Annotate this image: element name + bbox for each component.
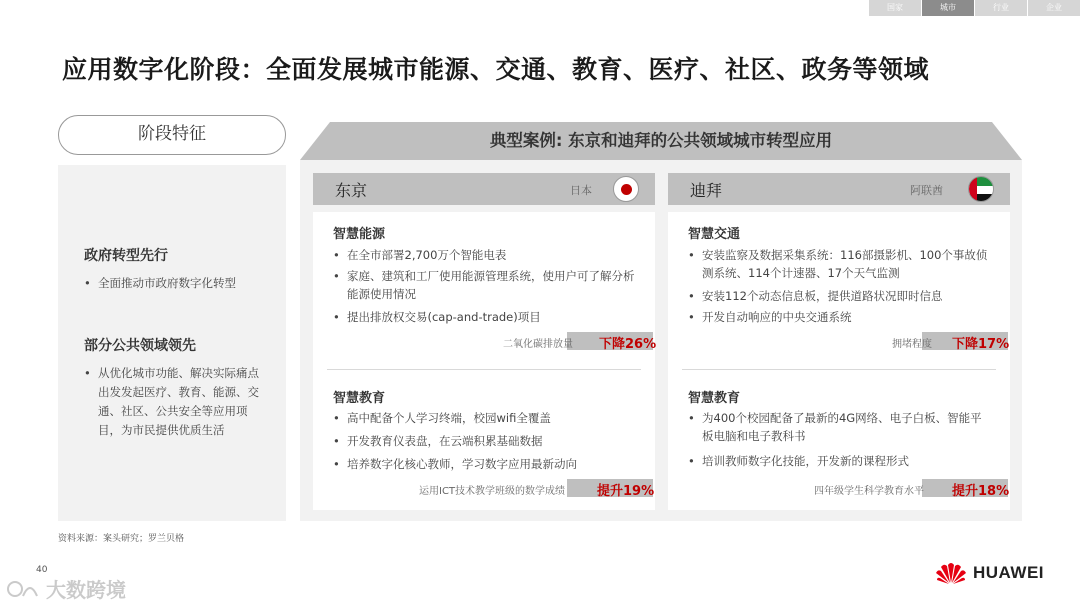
- public-domain-heading: 部分公共领域领先: [84, 338, 196, 354]
- divider: [682, 369, 996, 370]
- city-name-dubai: 迪拜: [690, 181, 723, 200]
- watermark-logo-icon: [6, 576, 46, 602]
- page-title: 应用数字化阶段：全面发展城市能源、交通、教育、医疗、社区、政务等领域: [62, 55, 930, 84]
- list-item: • 在全市部署2,700万个智能电表: [333, 246, 638, 264]
- huawei-logo-icon: [935, 561, 967, 585]
- list-item: • 安装112个动态信息板，提供道路状况即时信息: [688, 287, 993, 305]
- list-item: • 家庭、建筑和工厂使用能源管理系统，使用户可了解分析能源使用情况: [333, 267, 638, 303]
- list-item: • 培训教师数字化技能，开发新的课程形式: [688, 452, 993, 470]
- watermark-text: 大数跨境: [46, 578, 126, 602]
- tab-industry[interactable]: 行业: [975, 0, 1027, 16]
- page-number: 40: [36, 565, 48, 575]
- metric-label-co2: 二氧化碳排放量: [503, 339, 573, 350]
- city-name-tokyo: 东京: [335, 181, 368, 200]
- huawei-brand: [935, 561, 1044, 585]
- metric-label-science: 四年级学生科学教育水平: [814, 486, 924, 497]
- city-bar-tokyo: [313, 173, 655, 205]
- list-item: • 培养数字化核心教师，学习数字应用最新动向: [333, 455, 638, 473]
- public-domain-bullet: • 从优化城市功能、解决实际痛点出发发起医疗、教育、能源、交通、社区、公共安全等应用项目，为市民提供优质生活: [84, 364, 264, 440]
- smart-traffic-title: 智慧交通: [688, 227, 741, 242]
- metric-label-math: 运用ICT技术教学班级的数学成绩: [419, 486, 566, 497]
- stage-label: 阶段特征: [58, 115, 286, 155]
- smart-education-title-dubai: 智慧教育: [688, 391, 741, 406]
- list-item: • 为400个校园配备了最新的4G网络、电子白板、智能平板电脑和电子教科书: [688, 409, 993, 445]
- country-japan: 日本: [570, 184, 592, 197]
- watermark: [6, 574, 126, 603]
- city-bar-dubai: [668, 173, 1010, 205]
- metric-value-congestion: 下降17%: [952, 337, 1010, 352]
- list-item: • 高中配备个人学习终端，校园wifi全覆盖: [333, 409, 638, 427]
- brand-text: HUAWEI: [973, 563, 1044, 582]
- japan-flag-icon: [613, 176, 639, 202]
- gov-transform-heading: 政府转型先行: [84, 248, 168, 264]
- country-uae: 阿联酋: [910, 184, 943, 197]
- list-item: • 提出排放权交易(cap-and-trade)项目: [333, 308, 638, 326]
- list-item: • 开发教育仪表盘，在云端积累基础数据: [333, 432, 638, 450]
- tab-country[interactable]: 国家: [869, 0, 921, 16]
- tab-enterprise[interactable]: 企业: [1028, 0, 1080, 16]
- uae-flag-icon: [968, 176, 994, 202]
- case-study-title: 典型案例: 东京和迪拜的公共领域城市转型应用: [489, 131, 833, 150]
- gov-transform-bullet: • 全面推动市政府数字化转型: [84, 274, 264, 293]
- smart-education-title-tokyo: 智慧教育: [333, 391, 386, 406]
- divider: [327, 369, 641, 370]
- top-nav-tabs: [868, 0, 1080, 16]
- tab-city[interactable]: 城市: [922, 0, 974, 16]
- metric-value-science: 提升18%: [952, 484, 1010, 499]
- metric-label-congestion: 拥堵程度: [892, 339, 932, 350]
- metric-value-math: 提升19%: [597, 484, 655, 499]
- tokyo-card: [313, 212, 655, 510]
- dubai-card: [668, 212, 1010, 510]
- smart-energy-title: 智慧能源: [333, 227, 386, 242]
- list-item: • 开发自动响应的中央交通系统: [688, 308, 993, 326]
- metric-value-co2: 下降26%: [599, 337, 657, 352]
- list-item: • 安装监察及数据采集系统：116部摄影机、100个事故侦测系统、114个计速器、17个天气监测: [688, 246, 993, 282]
- source-note: 资料来源：案头研究；罗兰贝格: [58, 534, 185, 544]
- stage-features-panel: [58, 165, 286, 521]
